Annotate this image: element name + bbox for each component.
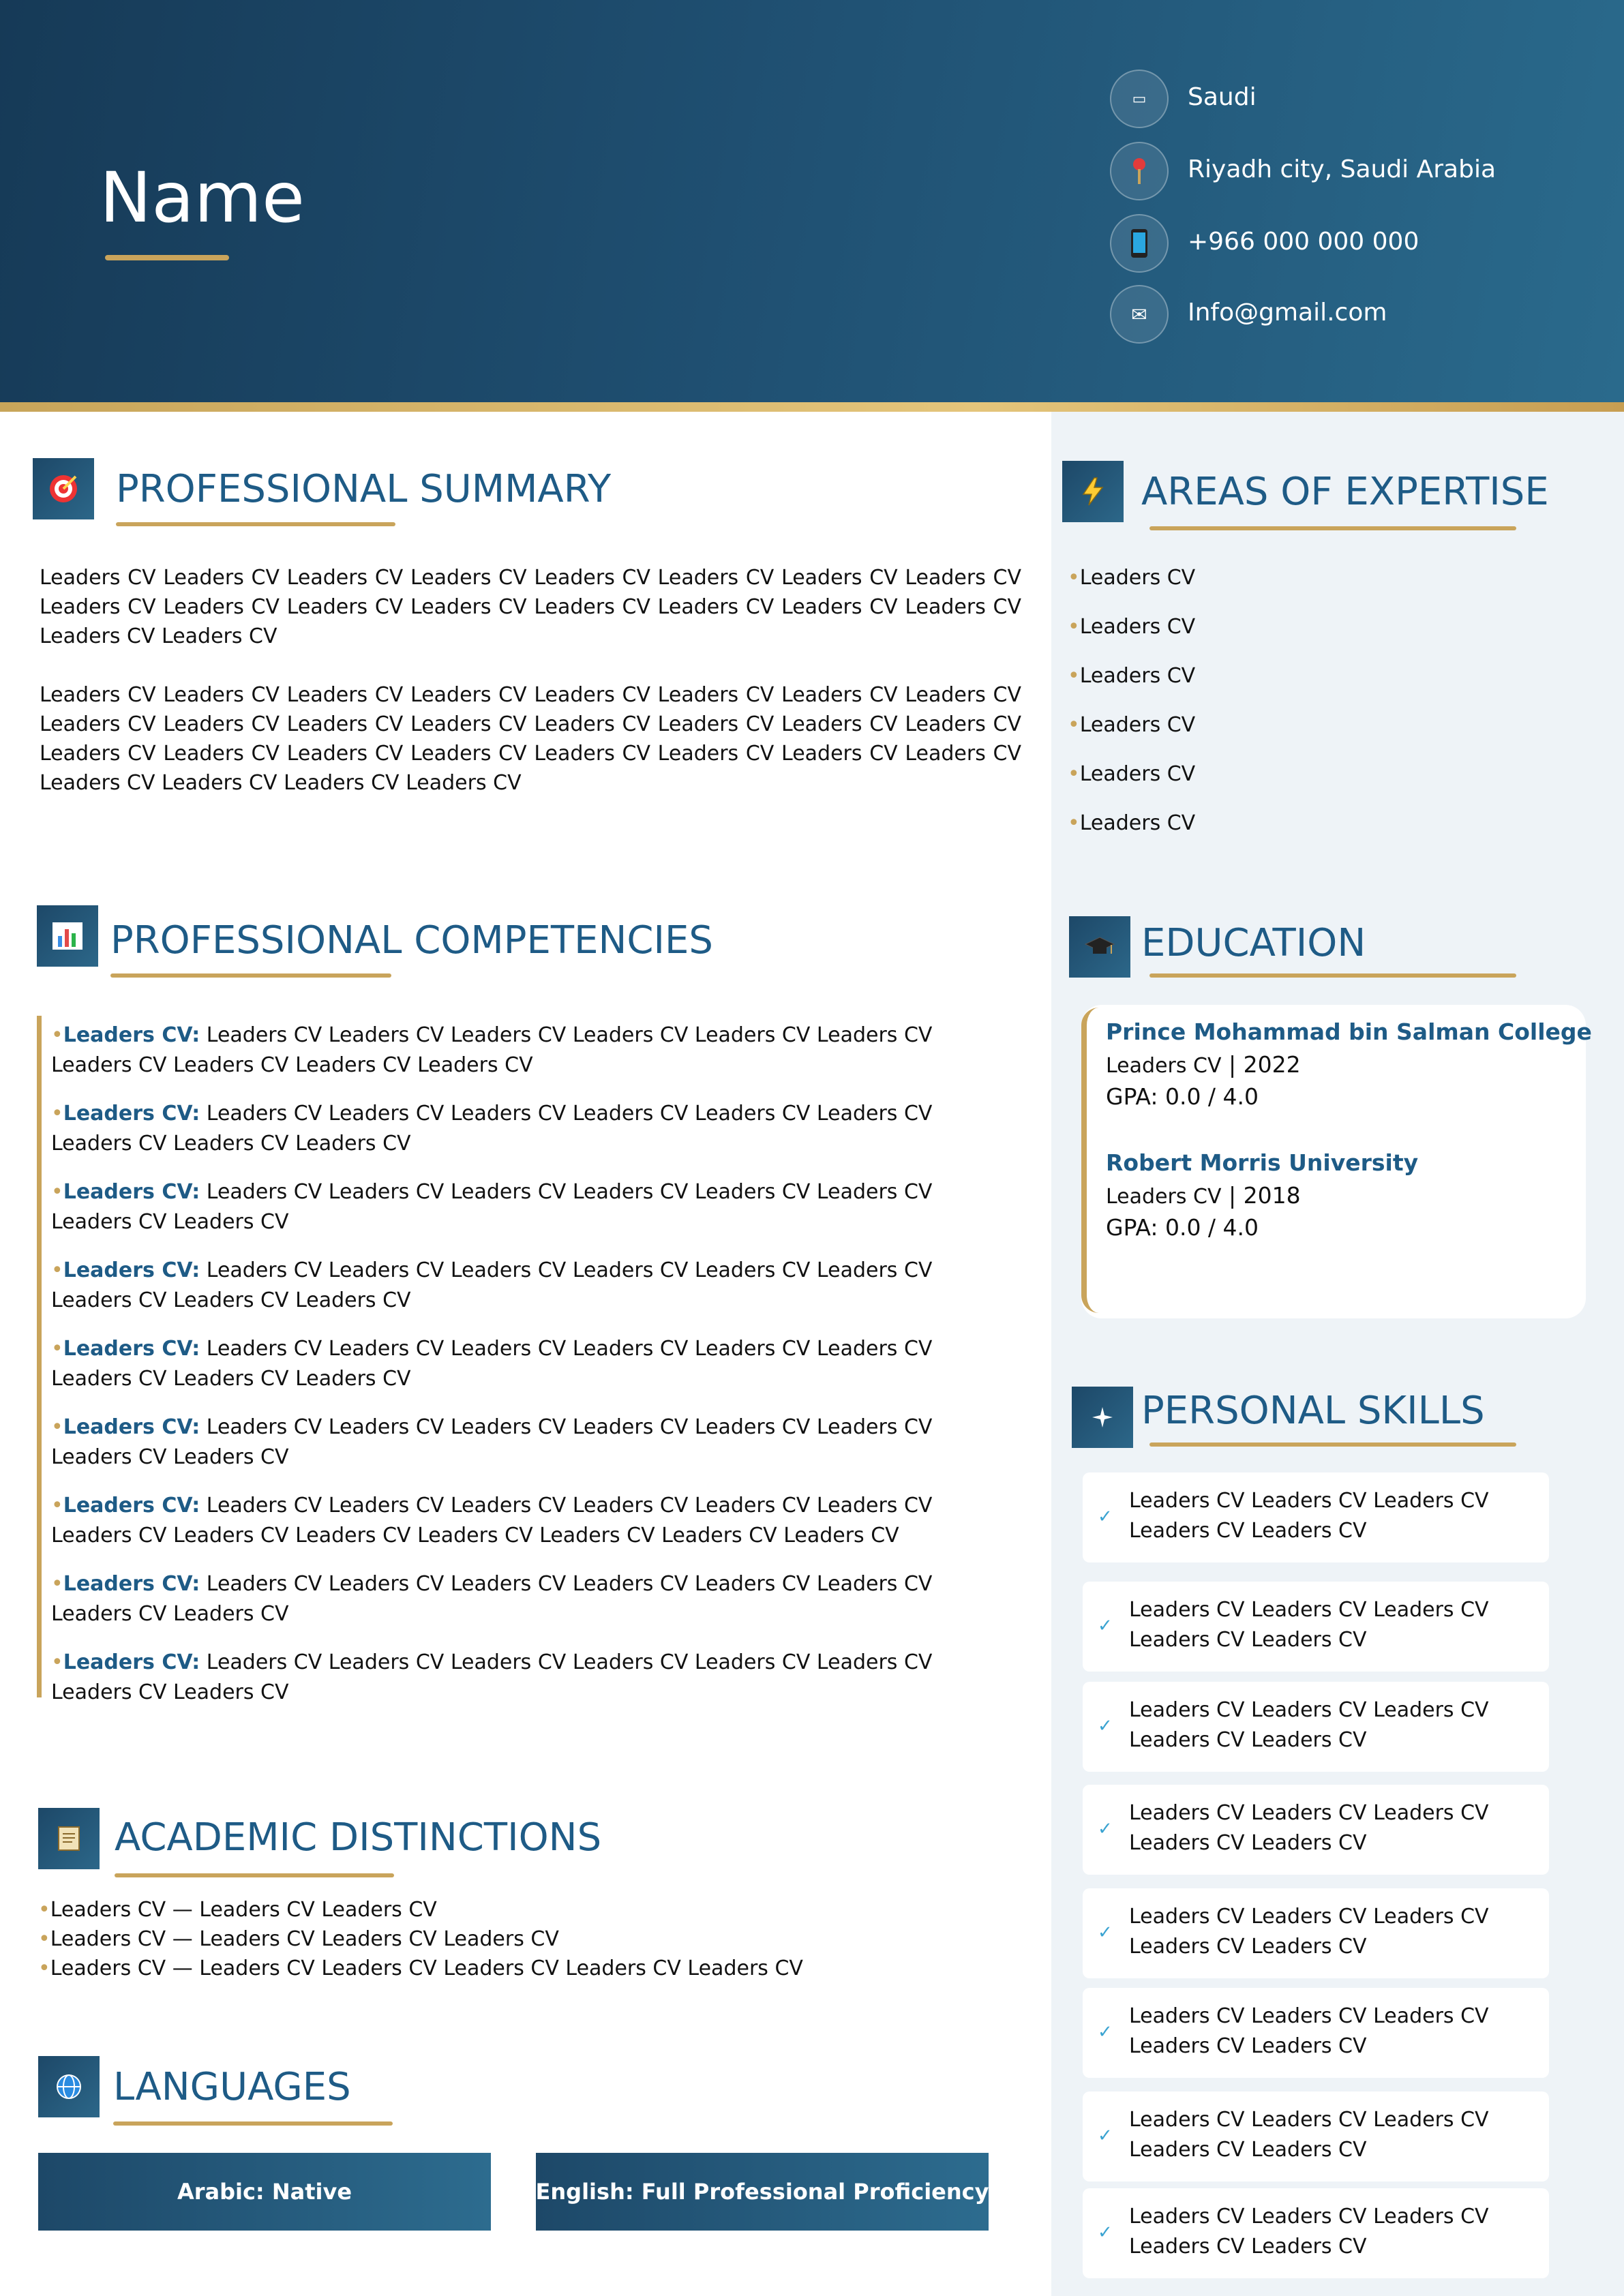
summary-paragraph-2: Leaders CV Leaders CV Leaders CV Leaders CV Leaders CV Leaders CV Leaders CV Leaders CV Leaders CV Leaders CV Leaders CV Leaders CV Leaders CV Leaders CV Leaders CV Leaders CV Leaders CV Leaders CV Leaders CV Leaders CV Leaders CV Leaders CV Leaders CV Leaders CV Leaders CV Leaders CV Leaders CV Leaders CV	[40, 683, 1021, 795]
contact-phone	[1110, 214, 1587, 273]
check-icon: ✓	[1098, 1507, 1113, 1527]
contact-location	[1110, 142, 1587, 200]
education-separator: |	[1221, 1182, 1244, 1209]
education-school: Prince Mohammad bin Salman College	[1106, 1018, 1592, 1045]
skill-text: Leaders CV Leaders CV Leaders CV Leaders CV Leaders CV	[1129, 1598, 1489, 1652]
contact-nationality	[1110, 70, 1587, 128]
education-gpa: GPA: 0.0 / 4.0	[1106, 1083, 1259, 1110]
email-icon: ✉	[1110, 285, 1169, 344]
bullet-dot: •	[51, 1102, 63, 1126]
check-icon: ✓	[1098, 1819, 1113, 1839]
summary-heading-underline	[116, 522, 395, 526]
scroll-icon	[38, 1808, 100, 1869]
competency-key: Leaders CV:	[63, 1494, 200, 1517]
education-separator: |	[1221, 1051, 1244, 1078]
competency-key: Leaders CV:	[63, 1572, 200, 1596]
skill-text: Leaders CV Leaders CV Leaders CV Leaders CV Leaders CV	[1129, 2004, 1489, 2058]
academic-detail: Leaders CV Leaders CV Leaders CV	[199, 1927, 559, 1951]
target-icon	[33, 458, 94, 519]
sparkle-icon	[1072, 1387, 1133, 1448]
competency-item	[51, 1648, 1006, 1708]
check-icon: ✓	[1098, 1922, 1113, 1943]
competencies-heading: PROFESSIONAL COMPETENCIES	[110, 918, 713, 963]
bullet-dot: •	[51, 1023, 63, 1047]
academic-item	[38, 1895, 437, 1924]
expertise-item	[1068, 663, 1195, 690]
contact-phone-text[interactable]: +966 000 000 000	[1188, 228, 1419, 256]
competency-text: Leaders CV Leaders CV Leaders CV Leaders CV Leaders CV Leaders CV Leaders CV Leaders CV Leaders CV Leaders CV	[51, 1023, 933, 1077]
competency-text: Leaders CV Leaders CV Leaders CV Leaders CV Leaders CV Leaders CV Leaders CV Leaders CV Leaders CV	[51, 1337, 933, 1391]
skill-text: Leaders CV Leaders CV Leaders CV Leaders CV Leaders CV	[1129, 2108, 1489, 2162]
skill-card	[1083, 1988, 1549, 2078]
graduation-cap-icon	[1069, 916, 1130, 978]
skill-text: Leaders CV Leaders CV Leaders CV Leaders CV Leaders CV	[1129, 1801, 1489, 1855]
competency-item	[51, 1413, 1006, 1472]
education-heading-underline	[1149, 973, 1516, 978]
competency-item	[51, 1491, 1006, 1551]
skill-text: Leaders CV Leaders CV Leaders CV Leaders CV Leaders CV	[1129, 1905, 1489, 1959]
bullet-dot: •	[1068, 762, 1080, 786]
competency-key: Leaders CV:	[63, 1102, 200, 1126]
contact-nationality-text: Saudi	[1188, 83, 1257, 111]
id-card-icon: ▭	[1110, 70, 1169, 128]
expertise-text: Leaders CV	[1079, 664, 1196, 688]
academic-detail: Leaders CV Leaders CV	[199, 1898, 437, 1922]
competency-key: Leaders CV:	[63, 1415, 200, 1439]
bullet-dot: •	[51, 1337, 63, 1361]
competency-key: Leaders CV:	[63, 1180, 200, 1204]
skill-card	[1083, 2188, 1549, 2278]
competencies-heading-underline	[110, 973, 391, 978]
competencies-accent-bar	[37, 1016, 42, 1697]
globe-icon	[38, 2056, 100, 2117]
education-degree-year	[1106, 1051, 1301, 1078]
education-card-accent	[1081, 1008, 1099, 1313]
education-degree: Leaders CV	[1106, 1185, 1222, 1209]
expertise-item	[1068, 564, 1195, 592]
competency-item	[51, 1021, 1006, 1081]
location-pin-icon	[1110, 142, 1169, 200]
bullet-dot: •	[38, 1957, 50, 1980]
competency-text: Leaders CV Leaders CV Leaders CV Leaders CV Leaders CV Leaders CV Leaders CV Leaders CV Leaders CV Leaders CV Leaders CV Leaders CV Leaders CV	[51, 1494, 933, 1547]
academic-label: Leaders CV	[50, 1957, 166, 1980]
competency-text: Leaders CV Leaders CV Leaders CV Leaders CV Leaders CV Leaders CV Leaders CV Leaders CV	[51, 1415, 933, 1469]
academic-label: Leaders CV	[50, 1898, 166, 1922]
education-school: Robert Morris University	[1106, 1149, 1419, 1176]
competency-text: Leaders CV Leaders CV Leaders CV Leaders CV Leaders CV Leaders CV Leaders CV Leaders CV	[51, 1650, 933, 1704]
expertise-item	[1068, 614, 1195, 641]
academic-separator: —	[166, 1927, 200, 1951]
summary-heading: PROFESSIONAL SUMMARY	[116, 467, 612, 511]
check-icon: ✓	[1098, 1716, 1113, 1736]
check-icon: ✓	[1098, 2022, 1113, 2042]
academic-item	[38, 1924, 559, 1954]
candidate-name: Name	[100, 157, 305, 239]
competency-key: Leaders CV:	[63, 1650, 200, 1674]
bullet-dot: •	[1068, 713, 1080, 737]
academic-separator: —	[166, 1898, 200, 1922]
header-banner	[0, 0, 1624, 402]
academic-detail: Leaders CV Leaders CV Leaders CV Leaders CV Leaders CV	[199, 1957, 803, 1980]
skill-card	[1083, 1785, 1549, 1875]
skills-heading: PERSONAL SKILLS	[1141, 1389, 1485, 1433]
bullet-dot: •	[51, 1572, 63, 1596]
languages-heading: LANGUAGES	[113, 2065, 351, 2109]
bullet-dot: •	[38, 1898, 50, 1922]
competency-item	[51, 1569, 1006, 1629]
bullet-dot: •	[51, 1650, 63, 1674]
bar-chart-icon	[37, 905, 98, 967]
competency-text: Leaders CV Leaders CV Leaders CV Leaders CV Leaders CV Leaders CV Leaders CV Leaders CV Leaders CV	[51, 1258, 933, 1312]
competency-key: Leaders CV:	[63, 1337, 200, 1361]
check-icon: ✓	[1098, 1616, 1113, 1636]
bullet-dot: •	[1068, 615, 1080, 639]
bullet-dot: •	[1068, 811, 1080, 835]
expertise-text: Leaders CV	[1079, 566, 1196, 590]
skill-card	[1083, 1682, 1549, 1772]
competency-item	[51, 1177, 1006, 1237]
education-gpa: GPA: 0.0 / 4.0	[1106, 1214, 1259, 1241]
bullet-dot: •	[51, 1180, 63, 1204]
education-heading: EDUCATION	[1141, 921, 1366, 965]
competency-item	[51, 1334, 1006, 1394]
education-degree-year	[1106, 1182, 1301, 1209]
mobile-phone-icon	[1110, 214, 1169, 273]
header-gold-divider	[0, 402, 1624, 412]
competency-item	[51, 1099, 1006, 1159]
language-badge-arabic: Arabic: Native	[38, 2153, 491, 2231]
bullet-dot: •	[1068, 664, 1080, 688]
competency-item	[51, 1256, 1006, 1316]
competency-key: Leaders CV:	[63, 1258, 200, 1282]
name-underline	[105, 255, 229, 260]
skill-text: Leaders CV Leaders CV Leaders CV Leaders CV Leaders CV	[1129, 1698, 1489, 1752]
academic-item	[38, 1954, 803, 1983]
skill-text: Leaders CV Leaders CV Leaders CV Leaders CV Leaders CV	[1129, 1489, 1489, 1543]
bullet-dot: •	[51, 1494, 63, 1517]
bullet-dot: •	[51, 1415, 63, 1439]
expertise-heading: AREAS OF EXPERTISE	[1141, 470, 1549, 514]
skills-heading-underline	[1149, 1442, 1516, 1447]
academic-label: Leaders CV	[50, 1927, 166, 1951]
expertise-text: Leaders CV	[1079, 713, 1196, 737]
competency-text: Leaders CV Leaders CV Leaders CV Leaders CV Leaders CV Leaders CV Leaders CV Leaders CV Leaders CV	[51, 1102, 933, 1155]
language-badge-english: English: Full Professional Proficiency	[536, 2153, 989, 2231]
academic-separator: —	[166, 1957, 200, 1980]
expertise-text: Leaders CV	[1079, 762, 1196, 786]
contact-email	[1110, 285, 1587, 344]
education-year: 2018	[1243, 1182, 1301, 1209]
lightning-icon	[1062, 461, 1124, 522]
expertise-item	[1068, 810, 1195, 837]
competency-text: Leaders CV Leaders CV Leaders CV Leaders CV Leaders CV Leaders CV Leaders CV Leaders CV	[51, 1180, 933, 1234]
skill-text: Leaders CV Leaders CV Leaders CV Leaders CV Leaders CV	[1129, 2205, 1489, 2259]
languages-heading-underline	[113, 2121, 393, 2126]
bullet-dot: •	[1068, 566, 1080, 590]
expertise-heading-underline	[1149, 526, 1516, 530]
expertise-item	[1068, 712, 1195, 739]
competency-text: Leaders CV Leaders CV Leaders CV Leaders CV Leaders CV Leaders CV Leaders CV Leaders CV	[51, 1572, 933, 1626]
competency-key: Leaders CV:	[63, 1023, 200, 1047]
bullet-dot: •	[38, 1927, 50, 1951]
expertise-text: Leaders CV	[1079, 615, 1196, 639]
skill-card	[1083, 1582, 1549, 1672]
summary-paragraph-1: Leaders CV Leaders CV Leaders CV Leaders CV Leaders CV Leaders CV Leaders CV Leaders CV Leaders CV Leaders CV Leaders CV Leaders CV Leaders CV Leaders CV Leaders CV Leaders CV Leaders CV Leaders CV	[40, 566, 1021, 648]
check-icon: ✓	[1098, 2222, 1113, 2243]
skill-card	[1083, 1472, 1549, 1562]
contact-location-text: Riyadh city, Saudi Arabia	[1188, 155, 1497, 183]
check-icon: ✓	[1098, 2126, 1113, 2146]
education-degree: Leaders CV	[1106, 1054, 1222, 1078]
education-year: 2022	[1243, 1051, 1301, 1078]
expertise-text: Leaders CV	[1079, 811, 1196, 835]
contact-email-text[interactable]: Info@gmail.com	[1188, 299, 1387, 327]
academic-heading: ACADEMIC DISTINCTIONS	[115, 1815, 602, 1860]
academic-heading-underline	[115, 1873, 394, 1877]
skill-card	[1083, 2091, 1549, 2181]
skill-card	[1083, 1888, 1549, 1978]
bullet-dot: •	[51, 1258, 63, 1282]
expertise-item	[1068, 761, 1195, 788]
